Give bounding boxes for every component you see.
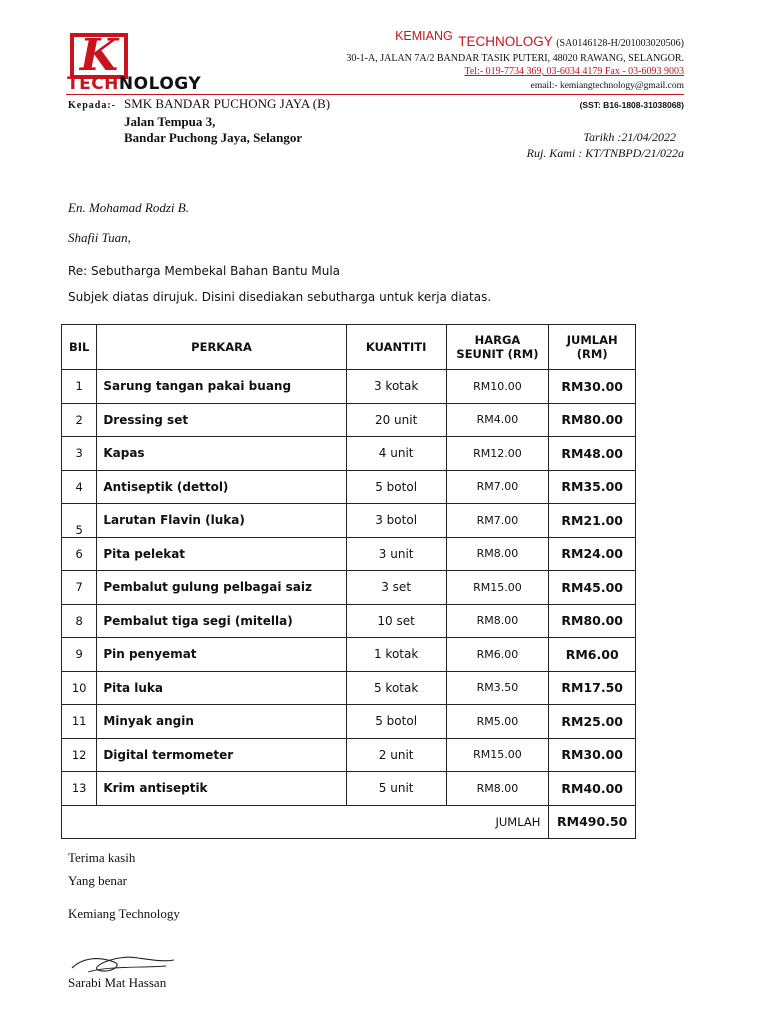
cell-harga: RM12.00 [446,437,549,471]
cell-perkara: Pembalut tiga segi (mitella) [97,604,346,638]
cell-bil: 13 [62,772,97,806]
closing-thanks: Terima kasih [68,850,136,865]
table-header-row [62,325,636,370]
cell-harga: RM10.00 [446,370,549,404]
company-name-part2: TECHNOLOGY [458,34,553,49]
cell-perkara: Sarung tangan pakai buang [97,370,346,404]
table-row [62,370,636,404]
header-harga: HARGA SEUNIT (RM) [446,325,549,370]
cell-kuantiti: 20 unit [346,403,446,437]
cell-perkara: Pin penyemat [97,638,346,672]
cell-bil: 7 [62,571,97,605]
table-row [62,638,636,672]
cell-bil: 12 [62,738,97,772]
company-logo [70,30,128,81]
table-row [62,772,636,806]
table-row [62,437,636,471]
cell-harga: RM8.00 [446,537,549,571]
cell-jumlah: RM30.00 [549,370,636,404]
table-row [62,671,636,705]
cell-jumlah: RM80.00 [549,403,636,437]
table-row [62,571,636,605]
cell-bil: 1 [62,370,97,404]
company-name-part1: KEMIANG [395,29,453,43]
cell-harga: RM15.00 [446,571,549,605]
logo-letter: K [79,30,119,81]
cell-perkara: Pita luka [97,671,346,705]
cell-bil: 3 [62,437,97,471]
cell-kuantiti: 1 kotak [346,638,446,672]
cell-kuantiti: 5 kotak [346,671,446,705]
signatory-name: Sarabi Mat Hassan [68,975,167,990]
cell-bil: 5 [62,504,97,538]
total-label: JUMLAH [62,805,549,839]
cell-jumlah: RM45.00 [549,571,636,605]
cell-jumlah: RM17.50 [549,671,636,705]
table-row [62,504,636,538]
cell-harga: RM15.00 [446,738,549,772]
cell-perkara: Pita pelekat [97,537,346,571]
header-kuantiti: KUANTITI [346,325,446,370]
cell-bil: 4 [62,470,97,504]
header-perkara: PERKARA [97,325,346,370]
cell-jumlah: RM30.00 [549,738,636,772]
letter-date: Tarikh :21/04/2022 [583,130,676,144]
total-value: RM490.50 [549,805,636,839]
recipient-label: Kepada:- [68,100,116,111]
cell-kuantiti: 4 unit [346,437,446,471]
sst-number: (SST: B16-1808-31038068) [579,100,684,110]
cell-jumlah: RM6.00 [549,638,636,672]
logo-word-black: NOLOGY [118,74,202,94]
table-total-row [62,805,636,839]
cell-bil: 8 [62,604,97,638]
cell-kuantiti: 3 set [346,571,446,605]
attention-line2: Shafii Tuan, [68,230,131,245]
intro-line: Subjek diatas dirujuk. Disini disediakan sebutharga untuk kerja diatas. [68,290,492,304]
header-jumlah: JUMLAH (RM) [549,325,636,370]
cell-bil: 10 [62,671,97,705]
cell-jumlah: RM24.00 [549,537,636,571]
cell-perkara: Kapas [97,437,346,471]
logo-wordmark [67,74,201,94]
cell-harga: RM7.00 [446,470,549,504]
cell-perkara: Antiseptik (dettol) [97,470,346,504]
closing-regards: Yang benar [68,873,127,888]
attention-line1: En. Mohamad Rodzi B. [68,200,189,215]
recipient-line1: SMK BANDAR PUCHONG JAYA (B) [124,96,331,111]
header-bil: BIL [62,325,97,370]
signature-image [68,948,178,978]
cell-perkara: Digital termometer [97,738,346,772]
cell-kuantiti: 10 set [346,604,446,638]
cell-bil: 6 [62,537,97,571]
cell-kuantiti: 2 unit [346,738,446,772]
cell-harga: RM7.00 [446,504,549,538]
cell-jumlah: RM80.00 [549,604,636,638]
cell-perkara: Dressing set [97,403,346,437]
cell-kuantiti: 3 unit [346,537,446,571]
cell-kuantiti: 5 botol [346,705,446,739]
cell-kuantiti: 3 botol [346,504,446,538]
cell-harga: RM5.00 [446,705,549,739]
cell-jumlah: RM48.00 [549,437,636,471]
company-phone: Tel:- 019-7734 369, 03-6034 4179 Fax - 03-6093 9003 [464,66,684,77]
cell-perkara: Krim antiseptik [97,772,346,806]
cell-kuantiti: 5 unit [346,772,446,806]
cell-jumlah: RM40.00 [549,772,636,806]
header-divider [66,94,684,95]
company-name [395,28,684,49]
cell-harga: RM4.00 [446,403,549,437]
cell-jumlah: RM21.00 [549,504,636,538]
table-row [62,738,636,772]
table-row [62,705,636,739]
table-row [62,604,636,638]
cell-kuantiti: 5 botol [346,470,446,504]
recipient-line2: Jalan Tempua 3, [124,114,216,129]
company-registration: (SA0146128-H/201003020506) [556,38,684,49]
cell-jumlah: RM35.00 [549,470,636,504]
company-address: 30-1-A, JALAN 7A/2 BANDAR TASIK PUTERI, 48020 RAWANG, SELANGOR. [346,53,684,64]
cell-bil: 11 [62,705,97,739]
table-row [62,470,636,504]
table-row [62,537,636,571]
cell-harga: RM8.00 [446,772,549,806]
cell-perkara: Minyak angin [97,705,346,739]
table-row [62,403,636,437]
cell-perkara: Larutan Flavin (luka) [97,504,346,538]
cell-bil: 2 [62,403,97,437]
letter-reference: Ruj. Kami : KT/TNBPD/21/022a [526,146,684,160]
subject-line: Re: Sebutharga Membekal Bahan Bantu Mula [68,264,341,278]
logo-word-red: TECH [67,74,119,94]
cell-jumlah: RM25.00 [549,705,636,739]
company-email: email:- kemiangtechnology@gmail.com [530,81,684,91]
cell-kuantiti: 3 kotak [346,370,446,404]
recipient-line3: Bandar Puchong Jaya, Selangor [124,130,303,145]
cell-harga: RM8.00 [446,604,549,638]
cell-bil: 9 [62,638,97,672]
cell-harga: RM3.50 [446,671,549,705]
cell-perkara: Pembalut gulung pelbagai saiz [97,571,346,605]
quotation-table [61,324,636,839]
cell-harga: RM6.00 [446,638,549,672]
closing-company: Kemiang Technology [68,906,180,921]
